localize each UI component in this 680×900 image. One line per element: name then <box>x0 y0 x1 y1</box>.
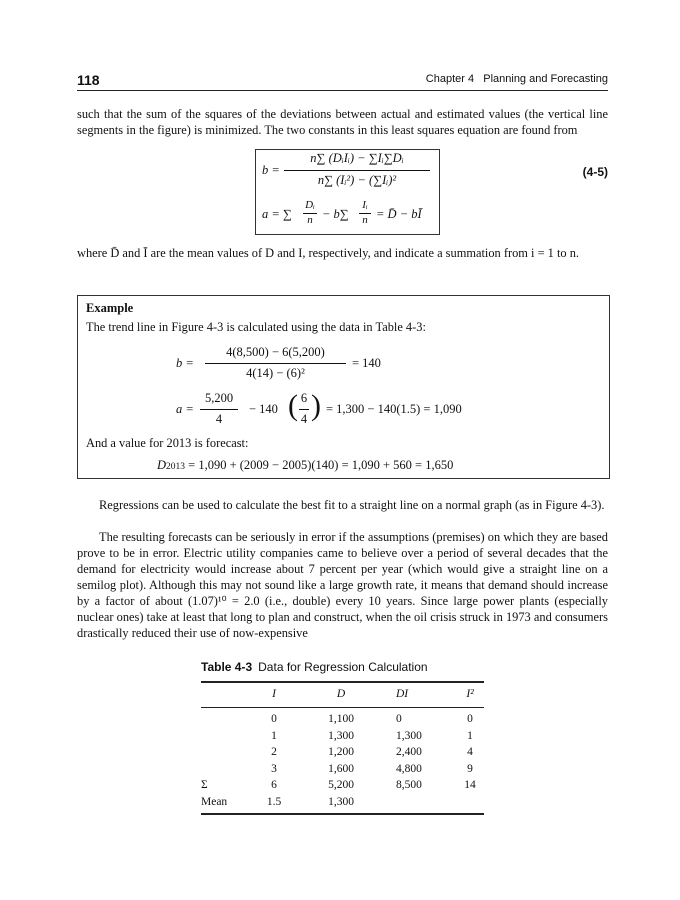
example-a-lhs: a = <box>176 402 194 416</box>
forecast-lhs: D <box>157 458 167 472</box>
eq-b-denominator: n∑ (Iᵢ²) − (∑Iᵢ)² <box>317 173 397 187</box>
header-rule <box>77 90 608 91</box>
example-a-paren-bar <box>299 409 309 410</box>
table-cell: 1 <box>271 729 277 742</box>
eq-b-fraction-bar <box>284 170 430 171</box>
table-cell: 1 <box>467 729 473 742</box>
example-a-paren-num: 6 <box>300 391 308 405</box>
example-a-numerator: 5,200 <box>204 391 234 405</box>
table-cell: 2 <box>271 746 277 758</box>
table-cell: 3 <box>271 762 277 775</box>
eq-a-frac1-den: n <box>307 214 313 226</box>
table-cell: 5,200 <box>328 779 354 791</box>
table-label: Table 4-3 <box>201 660 253 674</box>
left-paren: ( <box>288 389 298 422</box>
table-header-cell: DI <box>396 688 409 700</box>
example-a-fraction-bar <box>200 409 238 410</box>
example-a-mid: − 140 <box>249 402 278 416</box>
regression-paragraph: Regressions can be used to calculate the best fit to a straight line on a normal graph (as in Figure 4-3). <box>99 498 605 512</box>
example-a-denominator: 4 <box>215 412 223 426</box>
table-header-cell: D <box>336 688 346 700</box>
where-paragraph: where D̄ and Ī are the mean values of D and I, respectively, and indicate a summation from i = 1 to n. <box>77 246 579 260</box>
table-cell: 14 <box>464 779 476 791</box>
forecast-subscript: 2013 <box>166 462 186 472</box>
table-cell: 1.5 <box>266 795 282 808</box>
table-cell: 1,300 <box>328 729 354 742</box>
example-b-denominator: 4(14) − (6)² <box>246 366 305 380</box>
table-cell: 1,600 <box>328 762 354 775</box>
table-header-rule <box>201 707 484 708</box>
eq-a-lhs: a = ∑ <box>262 207 292 221</box>
eq-b-numerator: n∑ (DᵢIᵢ) − ∑Iᵢ∑Dᵢ <box>310 151 404 165</box>
equation-number: (4-5) <box>582 165 608 179</box>
example-b-fraction-bar <box>205 363 346 364</box>
table-cell: 0 <box>396 713 402 725</box>
table-header-cell: I <box>272 688 276 700</box>
table-cell: 0 <box>271 713 277 725</box>
example-a-result: = 1,300 − 140(1.5) = 1,090 <box>326 402 462 416</box>
eq-b-lhs: b = <box>262 163 280 177</box>
table-cell: Mean <box>201 795 228 808</box>
table-title: Data for Regression Calculation <box>258 660 428 674</box>
table-top-rule <box>201 681 484 683</box>
forecast-equation <box>157 458 453 473</box>
eq-a-frac2-den: n <box>362 214 368 226</box>
example-b-result: = 140 <box>352 356 381 370</box>
table-cell: 1,200 <box>328 746 354 758</box>
forecast-rhs: = 1,090 + (2009 − 2005)(140) = 1,090 + 560 = 1,650 <box>188 458 454 472</box>
page-number: 118 <box>77 72 100 88</box>
table-cell: 1,300 <box>396 729 422 742</box>
example-a-paren-den: 4 <box>300 412 308 426</box>
example-b-numerator: 4(8,500) − 6(5,200) <box>226 345 325 359</box>
eq-a-rhs: = D̄ − bĪ <box>376 207 422 221</box>
table-header-cell: I² <box>466 688 474 700</box>
table-cell: 8,500 <box>396 779 422 791</box>
table-cell: 2,400 <box>396 746 422 758</box>
intro-paragraph: such that the sum of the squares of the deviations between actual and estimated values (the vertical line segments in the figure) is minimized. The two constants in this least squares equation are found from <box>77 107 608 137</box>
table-cell: 9 <box>467 762 473 775</box>
table-cell: 6 <box>271 779 277 791</box>
chapter-title: Chapter 4 Planning and Forecasting <box>425 73 608 85</box>
table-cell: Σ <box>201 779 208 791</box>
eq-a-frac2-num: Iᵢ <box>362 199 368 211</box>
example-title: Example <box>86 301 134 315</box>
table-cell: 4 <box>467 746 473 758</box>
eq-a-mid: − b∑ <box>322 207 349 221</box>
table-cell: 0 <box>467 713 473 725</box>
example-intro: The trend line in Figure 4-3 is calculated using the data in Table 4-3: <box>86 320 426 334</box>
table-caption <box>201 660 428 674</box>
forecast-error-paragraph: The resulting forecasts can be seriously in error if the assumptions (premises) on which they are based prove to be in error. Electric utility companies came to believe over a period of several decades that the demand for electricity would increase about 7 percent per year (which would give a straight line on a semilog plot). Although this may not sound like a large growth rate, it means that demand should increase by a factor of about (1.07)¹⁰ = 2.0 (i.e., double) every 10 years. Since large power plants (especially nuclear ones) take at least that long to plan and construct, when the oil crisis struck in 1973 and consumers drastically reduced their use of now-expensive <box>77 530 608 640</box>
eq-a-frac1-num: Dᵢ <box>305 199 315 211</box>
table-cell: 1,100 <box>328 713 354 725</box>
right-paren: ) <box>311 389 321 422</box>
table-cell: 4,800 <box>396 762 422 775</box>
table-cell: 1,300 <box>328 795 354 808</box>
table-bottom-rule <box>201 813 484 815</box>
example-b-lhs: b = <box>176 356 194 370</box>
forecast-intro: And a value for 2013 is forecast: <box>86 436 249 450</box>
